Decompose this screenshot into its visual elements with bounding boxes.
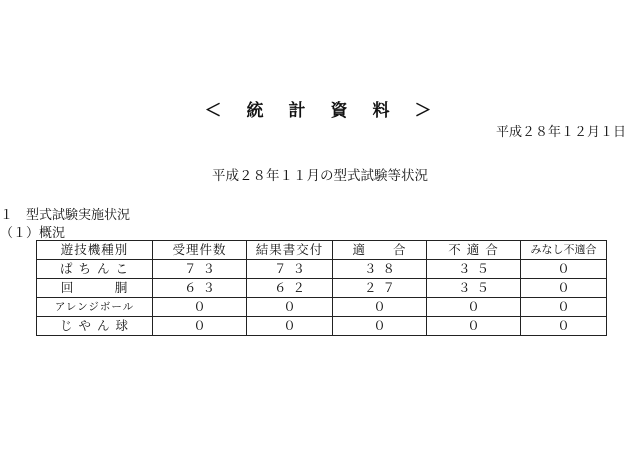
subsection-heading: （１）概況 [0, 226, 66, 241]
row-deemed-failed: ０ [521, 279, 607, 298]
document-title: ＜ 統 計 資 料 ＞ [204, 101, 436, 121]
table-row [37, 317, 607, 336]
table-row [37, 279, 607, 298]
row-deemed-failed: ０ [521, 298, 607, 317]
row-passed: ３８ [333, 260, 427, 279]
row-machine-type: じ や ん 球 [37, 317, 153, 336]
table-row [37, 298, 607, 317]
row-deemed-failed: ０ [521, 317, 607, 336]
row-received: ０ [153, 298, 247, 317]
row-failed: ３５ [427, 279, 521, 298]
row-issued: ０ [247, 317, 333, 336]
row-passed: ０ [333, 317, 427, 336]
row-issued: ７３ [247, 260, 333, 279]
document-date: 平成２８年１２月１日 [495, 125, 626, 140]
header-result-issued: 結果書交付 [247, 241, 333, 260]
header-deemed-failed: みなし不適合 [521, 241, 607, 260]
header-received-count: 受理件数 [153, 241, 247, 260]
row-received: ７３ [153, 260, 247, 279]
row-failed: ０ [427, 298, 521, 317]
row-passed: ０ [333, 298, 427, 317]
table-row [37, 260, 607, 279]
row-passed: ２７ [333, 279, 427, 298]
header-machine-type: 遊技機種別 [37, 241, 153, 260]
row-failed: ３５ [427, 260, 521, 279]
header-passed: 適 合 [333, 241, 427, 260]
header-failed: 不 適 合 [427, 241, 521, 260]
row-received: ６３ [153, 279, 247, 298]
row-machine-type: 回 胴 [37, 279, 153, 298]
row-issued: ０ [247, 298, 333, 317]
row-deemed-failed: ０ [521, 260, 607, 279]
document-subtitle: 平成２８年１１月の型式試験等状況 [212, 168, 428, 184]
table-header-row [37, 241, 607, 260]
row-issued: ６２ [247, 279, 333, 298]
row-received: ０ [153, 317, 247, 336]
section-heading: １ 型式試験実施状況 [0, 208, 131, 223]
type-test-status-table [36, 240, 607, 336]
row-failed: ０ [427, 317, 521, 336]
row-machine-type: ぱ ち ん こ [37, 260, 153, 279]
row-machine-type: アレンジボール [37, 298, 153, 317]
